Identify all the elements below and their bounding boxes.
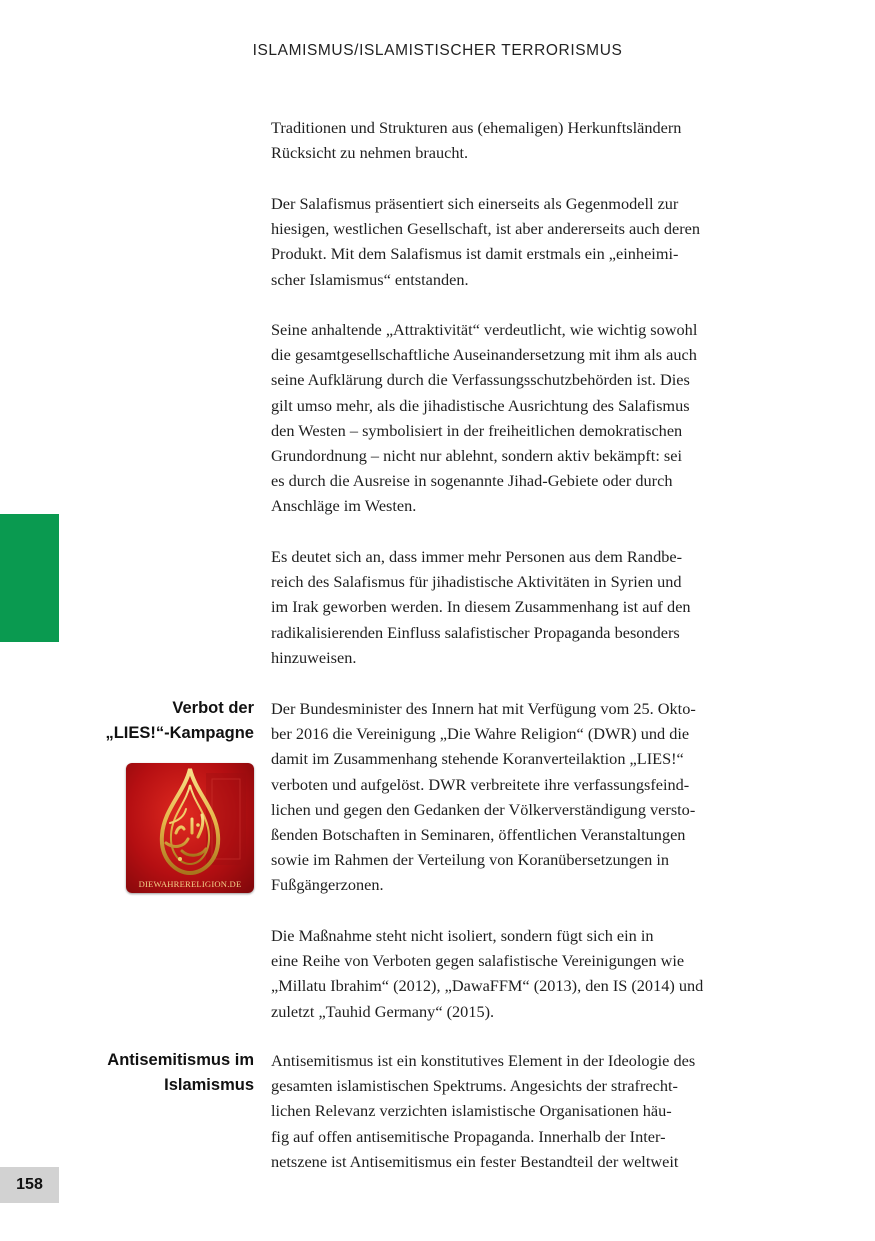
side-heading-line: „LIES!“-Kampagne bbox=[105, 724, 254, 742]
paragraph-line: Der Salafismus präsentiert sich einerseits als Gegenmodell zur bbox=[271, 194, 679, 213]
paragraph-line: netszene ist Antisemitismus ein fester Bestandteil der weltweit bbox=[271, 1151, 679, 1171]
paragraph-line: ßenden Botschaften in Seminaren, öffentlichen Veranstaltungen bbox=[271, 825, 686, 845]
paragraph-line: Grundordnung – nicht nur ablehnt, sondern aktiv bekämpft: sei bbox=[271, 446, 683, 466]
paragraph-line: damit im Zusammenhang stehende Koranverteilaktion „LIES!“ bbox=[271, 749, 684, 769]
side-heading-line: Antisemitismus im bbox=[107, 1051, 254, 1069]
paragraph-line: Die Maßnahme steht nicht isoliert, sondern fügt sich ein in bbox=[271, 926, 654, 945]
paragraph-line: radikalisierenden Einfluss salafistischer Propaganda besonders bbox=[271, 622, 680, 642]
paragraph-line: reich des Salafismus für jihadistische Aktivitäten in Syrien und bbox=[271, 572, 682, 592]
paragraph-line: gilt umso mehr, als die jihadistische Ausrichtung des Salafismus bbox=[271, 395, 690, 415]
paragraph-4 bbox=[271, 544, 755, 670]
page-number-label: 158 bbox=[16, 1176, 43, 1193]
side-heading-line: Islamismus bbox=[164, 1076, 254, 1094]
paragraph-line: gesamten islamistischen Spektrums. Angesichts der strafrecht- bbox=[271, 1076, 678, 1096]
dwr-logo-image bbox=[126, 763, 254, 893]
paragraph-line: seine Aufklärung durch die Verfassungsschutzbehörden ist. Dies bbox=[271, 370, 690, 390]
paragraph-line: Anschläge im Westen. bbox=[271, 496, 417, 516]
side-heading-verbot bbox=[80, 696, 254, 746]
paragraph-line: Antisemitismus ist ein konstitutives Element in der Ideologie des bbox=[271, 1051, 696, 1070]
paragraph-line: hiesigen, westlichen Gesellschaft, ist aber andererseits auch deren bbox=[271, 219, 701, 239]
paragraph-line: die gesamtgesellschaftliche Auseinandersetzung mit ihm als auch bbox=[271, 345, 697, 365]
chapter-tab-marker bbox=[0, 514, 59, 642]
paragraph-line: Traditionen und Strukturen aus (ehemaligen) Herkunftsländern bbox=[271, 118, 682, 137]
paragraph-line: Rücksicht zu nehmen braucht. bbox=[271, 143, 469, 163]
paragraph-line: scher Islamismus“ entstanden. bbox=[271, 269, 469, 289]
paragraph-line: den Westen – symbolisiert in der freiheitlichen demokratischen bbox=[271, 420, 683, 440]
paragraph-line: es durch die Ausreise in sogenannte Jihad-Gebiete oder durch bbox=[271, 471, 673, 491]
paragraph-line: lichen und gegen den Gedanken der Völkerverständigung versto- bbox=[271, 799, 696, 819]
logo-caption: DIEWAHRERELIGION.DE bbox=[138, 879, 242, 889]
paragraph-line: lichen Relevanz verzichten islamistische Organisationen häu- bbox=[271, 1101, 672, 1121]
side-heading-antisemitismus bbox=[80, 1048, 254, 1098]
paragraph-1 bbox=[271, 115, 755, 165]
paragraph-line: „Millatu Ibrahim“ (2012), „DawaFFM“ (2013), den IS (2014) und bbox=[271, 976, 704, 996]
dwr-calligraphy-icon bbox=[126, 763, 254, 893]
paragraph-3 bbox=[271, 317, 755, 519]
paragraph-6 bbox=[271, 923, 755, 1024]
paragraph-line: sowie im Rahmen der Verteilung von Koranübersetzungen in bbox=[271, 850, 670, 870]
paragraph-line: Es deutet sich an, dass immer mehr Personen aus dem Randbe- bbox=[271, 547, 682, 566]
paragraph-line: Fußgängerzonen. bbox=[271, 875, 384, 895]
paragraph-line: zuletzt „Tauhid Germany“ (2015). bbox=[271, 1001, 495, 1021]
running-header bbox=[0, 42, 875, 60]
paragraph-line: Produkt. Mit dem Salafismus ist damit erstmals ein „einheimi- bbox=[271, 244, 679, 264]
paragraph-line: Der Bundesminister des Innern hat mit Verfügung vom 25. Okto- bbox=[271, 699, 696, 718]
paragraph-2 bbox=[271, 191, 755, 292]
paragraph-line: hinzuweisen. bbox=[271, 647, 357, 667]
paragraph-line: fig auf offen antisemitische Propaganda. Innerhalb der Inter- bbox=[271, 1126, 666, 1146]
header-title: ISLAMISMUS/ISLAMISTISCHER TERRORISMUS bbox=[252, 42, 623, 59]
paragraph-line: im Irak geworben werden. In diesem Zusammenhang ist auf den bbox=[271, 597, 691, 617]
side-heading-line: Verbot der bbox=[172, 699, 254, 717]
paragraph-line: ber 2016 die Vereinigung „Die Wahre Religion“ (DWR) und die bbox=[271, 724, 690, 744]
paragraph-line: verboten und aufgelöst. DWR verbreitete ihre verfassungsfeind- bbox=[271, 774, 690, 794]
paragraph-line: Seine anhaltende „Attraktivität“ verdeutlicht, wie wichtig sowohl bbox=[271, 320, 698, 339]
page-number bbox=[0, 1167, 59, 1203]
paragraph-5 bbox=[271, 696, 755, 898]
paragraph-7 bbox=[271, 1048, 755, 1174]
paragraph-line: eine Reihe von Verboten gegen salafistische Vereinigungen wie bbox=[271, 951, 685, 971]
